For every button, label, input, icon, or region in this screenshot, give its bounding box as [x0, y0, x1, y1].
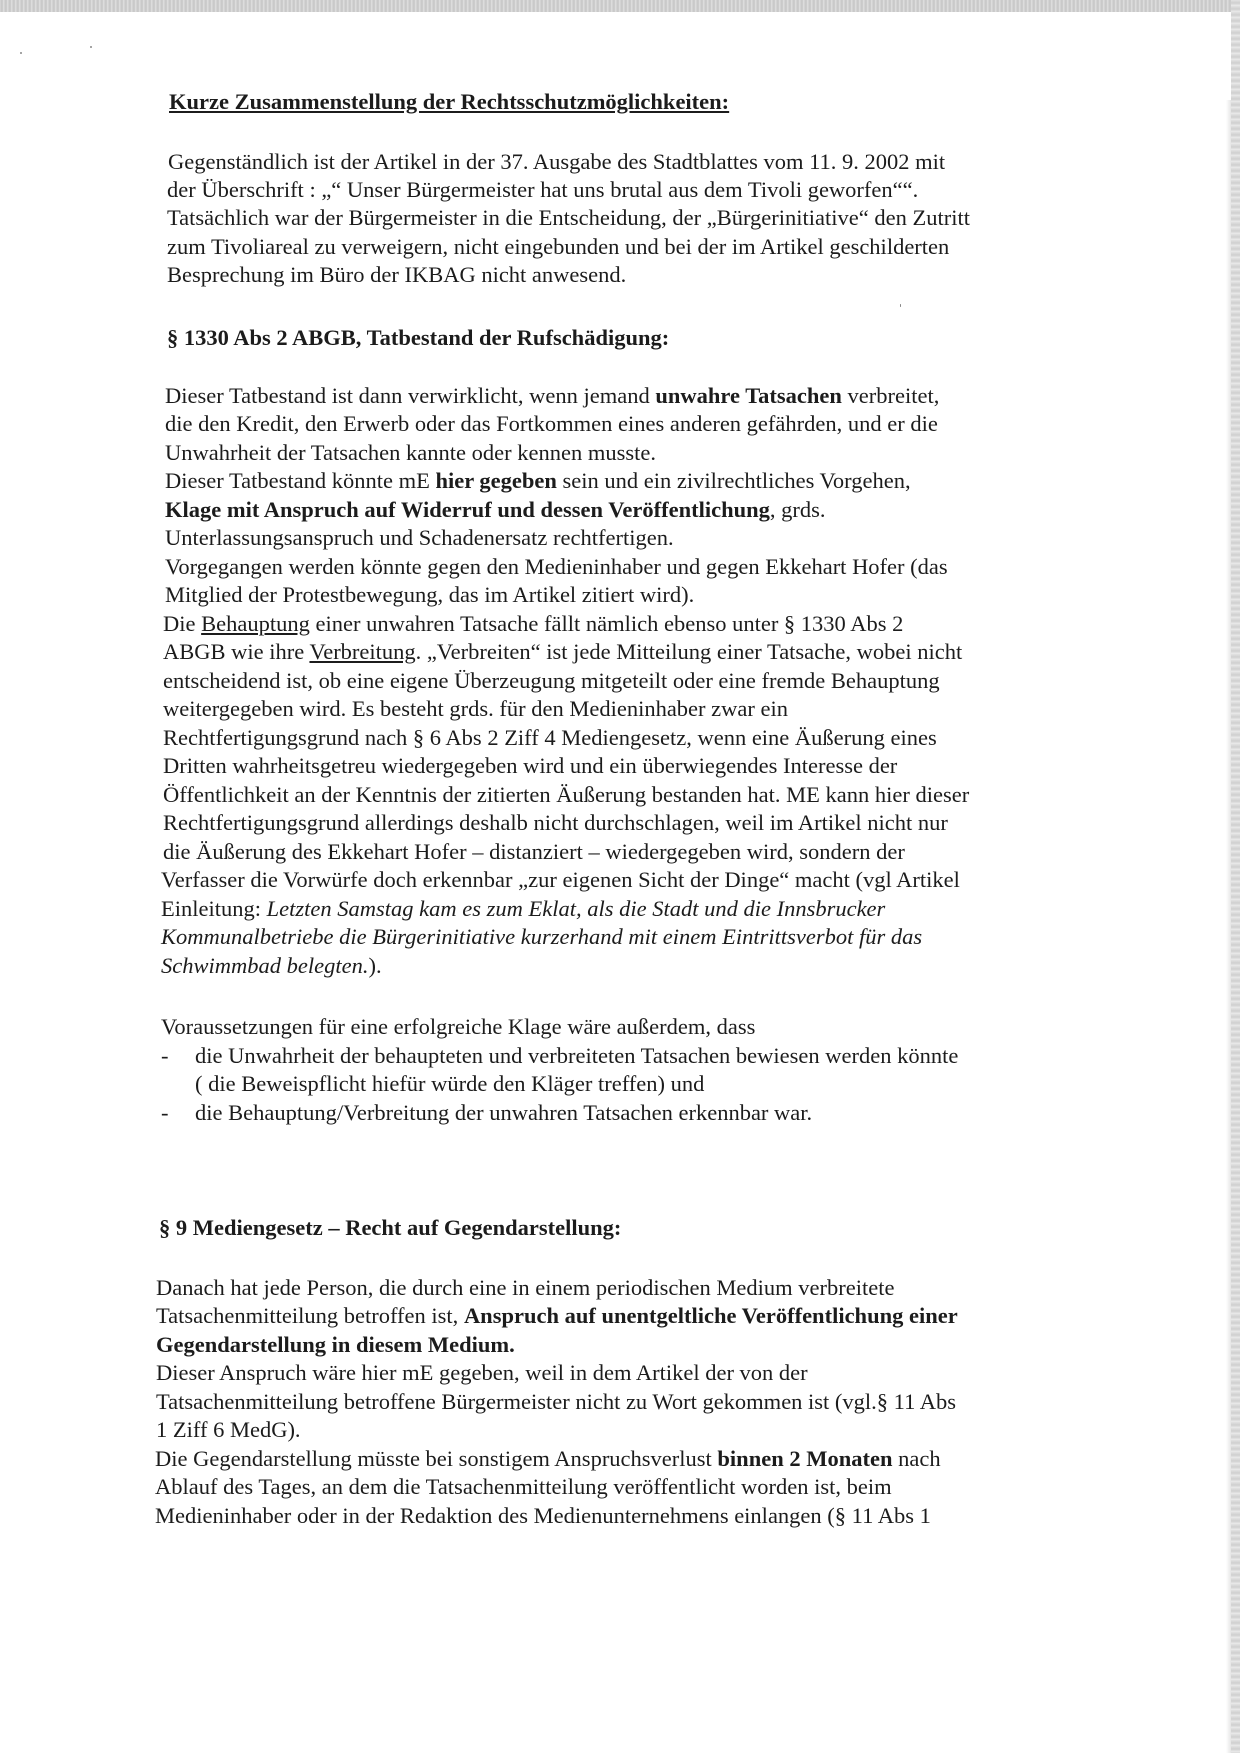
intro-line: der Überschrift : „“ Unser Bürgermeister hat uns brutal aus dem Tivoli geworfen““.	[167, 177, 919, 202]
body-line: Rechtfertigungsgrund allerdings deshalb nicht durchschlagen, weil im Artikel nicht nur	[163, 810, 948, 835]
body-line: ABGB wie ihre Verbreitung. „Verbreiten“ ist jede Mitteilung einer Tatsache, wobei nicht	[163, 639, 963, 664]
document-title: Kurze Zusammenstellung der Rechtsschutzmöglichkeiten:	[169, 89, 730, 114]
section-heading-1330: § 1330 Abs 2 ABGB, Tatbestand der Rufschädigung:	[167, 325, 670, 350]
body-line: Die Gegendarstellung müsste bei sonstigem Anspruchsverlust binnen 2 Monaten nach	[155, 1446, 941, 1471]
body-line: Die Behauptung einer unwahren Tatsache fällt nämlich ebenso unter § 1330 Abs 2	[163, 611, 904, 636]
body-line: die Äußerung des Ekkehart Hofer – distanziert – wiedergegeben wird, sondern der	[163, 839, 905, 864]
body-line: Klage mit Anspruch auf Widerruf und dessen Veröffentlichung, grds.	[165, 497, 826, 522]
body-line: Dritten wahrheitsgetreu wiedergegeben wird und ein überwiegendes Interesse der	[163, 753, 898, 778]
list-item: die Unwahrheit der behaupteten und verbreiteten Tatsachen bewiesen werden könnte	[195, 1043, 959, 1068]
intro-line: Tatsächlich war der Bürgermeister in die Entscheidung, der „Bürgerinitiative“ den Zutritt	[167, 205, 970, 230]
body-line: die den Kredit, den Erwerb oder das Fortkommen eines anderen gefährden, und er die	[165, 411, 938, 436]
body-line: weitergegeben wird. Es besteht grds. für den Medieninhaber zwar ein	[163, 696, 788, 721]
body-line: Voraussetzungen für eine erfolgreiche Klage wäre außerdem, dass	[161, 1014, 756, 1039]
body-line: entscheidend ist, ob eine eigene Überzeugung mitgeteilt oder eine fremde Behauptung	[163, 668, 940, 693]
body-line: Tatsachenmitteilung betroffene Bürgermeister nicht zu Wort gekommen ist (vgl.§ 11 Abs	[156, 1389, 956, 1414]
body-line: Öffentlichkeit an der Kenntnis der zitierten Äußerung bestanden hat. ME kann hier dieser	[163, 782, 970, 807]
body-line: Schwimmbad belegten.).	[161, 953, 382, 978]
body-line: Dieser Tatbestand könnte mE hier gegeben sein und ein zivilrechtliches Vorgehen,	[165, 468, 911, 493]
list-item: die Behauptung/Verbreitung der unwahren Tatsachen erkennbar war.	[195, 1100, 813, 1125]
body-line: 1 Ziff 6 MedG).	[156, 1417, 301, 1442]
body-line: Unterlassungsanspruch und Schadenersatz rechtfertigen.	[165, 525, 674, 550]
intro-line: Besprechung im Büro der IKBAG nicht anwesend.	[167, 262, 627, 287]
section-heading-mediengesetz: § 9 Mediengesetz – Recht auf Gegendarstellung:	[159, 1215, 622, 1240]
body-line: Dieser Tatbestand ist dann verwirklicht, wenn jemand unwahre Tatsachen verbreitet,	[165, 383, 940, 408]
list-bullet: -	[161, 1100, 169, 1125]
body-line: Verfasser die Vorwürfe doch erkennbar „zur eigenen Sicht der Dinge“ macht (vgl Artikel	[161, 867, 960, 892]
body-line: Gegendarstellung in diesem Medium.	[156, 1332, 515, 1357]
body-line: Ablauf des Tages, an dem die Tatsachenmitteilung veröffentlicht worden ist, beim	[155, 1474, 892, 1499]
intro-line: zum Tivoliareal zu verweigern, nicht eingebunden und bei der im Artikel geschilderten	[167, 234, 950, 259]
body-line: Danach hat jede Person, die durch eine in einem periodischen Medium verbreitete	[156, 1275, 895, 1300]
list-item: ( die Beweispflicht hiefür würde den Kläger treffen) und	[195, 1071, 705, 1096]
body-line: Einleitung: Letzten Samstag kam es zum Eklat, als die Stadt und die Innsbrucker	[161, 896, 886, 921]
body-line: Rechtfertigungsgrund nach § 6 Abs 2 Ziff 4 Mediengesetz, wenn eine Äußerung eines	[163, 725, 937, 750]
body-line: Tatsachenmitteilung betroffen ist, Anspruch auf unentgeltliche Veröffentlichung einer	[156, 1303, 958, 1328]
body-line: Unwahrheit der Tatsachen kannte oder kennen musste.	[165, 440, 656, 465]
body-line: Mitglied der Protestbewegung, das im Artikel zitiert wird).	[165, 582, 695, 607]
body-line: Kommunalbetriebe die Bürgerinitiative kurzerhand mit einem Eintrittsverbot für das	[161, 924, 923, 949]
body-line: Dieser Anspruch wäre hier mE gegeben, weil in dem Artikel der von der	[156, 1360, 808, 1385]
intro-line: Gegenständlich ist der Artikel in der 37. Ausgabe des Stadtblattes vom 11. 9. 2002 mit	[168, 149, 946, 174]
body-line: Vorgegangen werden könnte gegen den Medieninhaber und gegen Ekkehart Hofer (das	[165, 554, 948, 579]
body-line: Medieninhaber oder in der Redaktion des Medienunternehmens einlangen (§ 11 Abs 1	[155, 1503, 931, 1528]
list-bullet: -	[161, 1043, 169, 1068]
